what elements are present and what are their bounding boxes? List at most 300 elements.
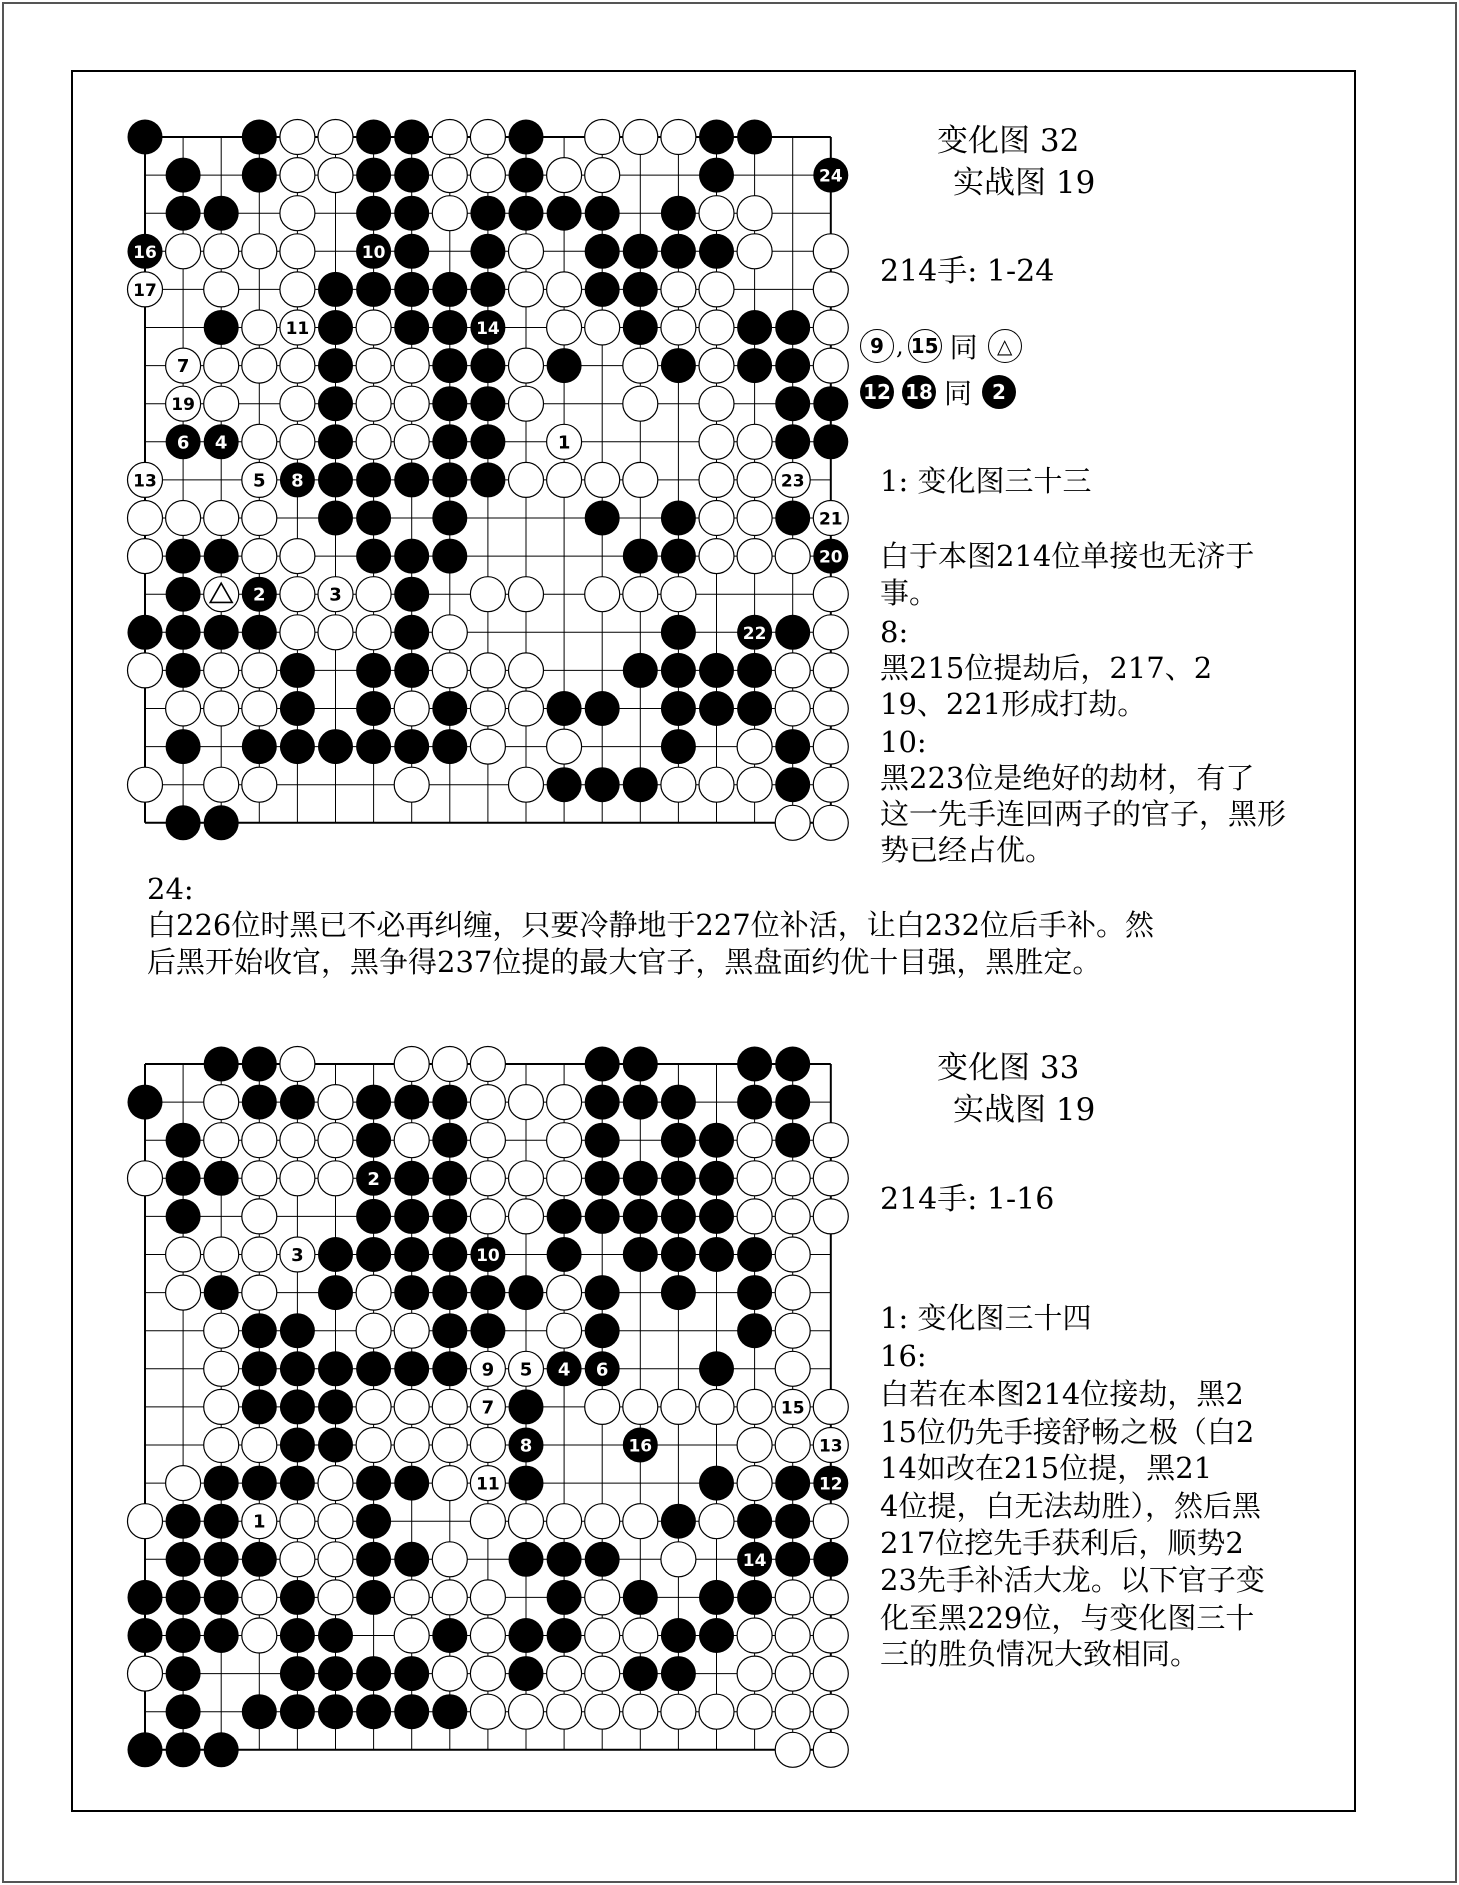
- white-stone: [432, 1466, 467, 1501]
- white-stone: [242, 1580, 277, 1615]
- white-stone: [699, 348, 734, 383]
- white-stone: [166, 1466, 201, 1501]
- white-stone: [585, 1656, 620, 1691]
- white-stone: [813, 1732, 848, 1767]
- white-stone: [242, 234, 277, 269]
- white-stone: [470, 653, 505, 688]
- black-stone: [394, 577, 429, 612]
- move-number-label: 7: [481, 1397, 495, 1419]
- white-stone: [699, 386, 734, 421]
- black-stone: [623, 653, 658, 688]
- white-stone: [280, 272, 315, 307]
- black-stone: [432, 386, 467, 421]
- white-stone: [547, 1313, 582, 1348]
- black-stone: [204, 1542, 239, 1577]
- black-stone: [775, 386, 810, 421]
- white-stone: [775, 1313, 810, 1348]
- move-number-label: 5: [519, 1359, 533, 1381]
- black-stone: [585, 501, 620, 536]
- white-stone: [813, 805, 848, 840]
- black-stone: [661, 1618, 696, 1653]
- black-stone: [318, 1428, 353, 1463]
- black-stone: [432, 1161, 467, 1196]
- white-stone: [242, 501, 277, 536]
- white-stone: [737, 1466, 772, 1501]
- white-stone: [813, 348, 848, 383]
- black-stone: [204, 1161, 239, 1196]
- white-stone: [737, 424, 772, 459]
- diagram-1-note: 8:: [880, 615, 909, 649]
- white-stone: [813, 691, 848, 726]
- move-number-label: 10: [361, 242, 386, 263]
- black-stone: [585, 1199, 620, 1234]
- black-stone: [280, 1389, 315, 1424]
- move-number-label: 12: [818, 1474, 843, 1495]
- white-stone: [509, 691, 544, 726]
- black-stone: [356, 539, 391, 574]
- move-number-label: 21: [818, 509, 843, 530]
- black-stone: [128, 1732, 163, 1767]
- white-stone: [470, 1199, 505, 1234]
- black-stone: [204, 539, 239, 574]
- white-stone: [470, 1123, 505, 1158]
- black-stone: [623, 1237, 658, 1272]
- black-stone: [661, 501, 696, 536]
- black-stone: [166, 158, 201, 193]
- move-number-label: 17: [133, 280, 157, 301]
- white-stone: [737, 1161, 772, 1196]
- legend-same-text: 同: [944, 377, 973, 410]
- black-stone: [394, 272, 429, 307]
- diagram-1-note: 黑215位提劫后，217、2: [880, 651, 1213, 685]
- diagram-2-note: 1: 变化图三十四: [880, 1301, 1092, 1335]
- footer-note: 24:: [147, 872, 194, 906]
- black-stone: [166, 539, 201, 574]
- black-stone: [470, 196, 505, 231]
- black-stone: [623, 1656, 658, 1691]
- white-stone: [356, 348, 391, 383]
- white-stone: [318, 158, 353, 193]
- legend-row-white: [860, 326, 1030, 366]
- black-stone: [318, 729, 353, 764]
- white-stone: [280, 348, 315, 383]
- white-stone: [128, 1161, 163, 1196]
- move-number-label: 15: [780, 1398, 805, 1419]
- diagram-2-note: 23先手补活大龙。以下官子变: [880, 1563, 1265, 1597]
- white-stone: [775, 1428, 810, 1463]
- white-stone: [737, 729, 772, 764]
- black-stone: [394, 1275, 429, 1310]
- black-stone: [775, 729, 810, 764]
- black-stone: [394, 539, 429, 574]
- black-stone: [470, 462, 505, 497]
- black-stone: [775, 1123, 810, 1158]
- white-stone: [813, 1389, 848, 1424]
- move-number-label: 10: [476, 1246, 500, 1266]
- black-stone: [737, 1275, 772, 1310]
- black-stone: [318, 1351, 353, 1386]
- black-stone: [661, 1123, 696, 1158]
- black-stone: [280, 1313, 315, 1348]
- black-stone: [509, 120, 544, 155]
- black-stone: [432, 1123, 467, 1158]
- black-stone: [737, 120, 772, 155]
- white-stone: [242, 1428, 277, 1463]
- white-stone: [394, 348, 429, 383]
- white-stone: [737, 462, 772, 497]
- black-stone: [432, 1237, 467, 1272]
- black-stone: [242, 729, 277, 764]
- black-stone: [813, 1542, 848, 1577]
- white-stone: [623, 577, 658, 612]
- white-stone: [737, 1656, 772, 1691]
- black-stone: [394, 729, 429, 764]
- black-stone: [699, 653, 734, 688]
- black-stone: [166, 196, 201, 231]
- black-stone: [699, 234, 734, 269]
- black-stone: [318, 310, 353, 345]
- white-stone: [813, 272, 848, 307]
- black-stone: [356, 120, 391, 155]
- white-stone: [775, 1580, 810, 1615]
- diagram-1-moves-range: 214手: 1-24: [880, 254, 1055, 289]
- diagram-2-moves-range: 214手: 1-16: [880, 1182, 1055, 1217]
- diagram-2-note: 4位提，白无法劫胜），然后黑: [880, 1489, 1261, 1523]
- black-stone: [623, 1161, 658, 1196]
- white-stone: [204, 653, 239, 688]
- white-stone: [242, 1237, 277, 1272]
- white-stone: [737, 1123, 772, 1158]
- diagram-2-note: 白若在本图214位接劫，黑2: [880, 1377, 1244, 1411]
- black-stone: [242, 1542, 277, 1577]
- white-stone: [661, 767, 696, 802]
- white-stone: [356, 1389, 391, 1424]
- move-number-label: 6: [595, 1359, 609, 1381]
- black-stone: [547, 1199, 582, 1234]
- legend-stone: 18: [902, 375, 936, 409]
- black-stone: [318, 1237, 353, 1272]
- black-stone: [318, 348, 353, 383]
- diagram-2-note: 15位仍先手接舒畅之极（白2: [880, 1415, 1255, 1449]
- white-stone: [623, 1389, 658, 1424]
- black-stone: [623, 310, 658, 345]
- black-stone: [128, 615, 163, 650]
- white-stone: [242, 1161, 277, 1196]
- black-stone: [394, 1466, 429, 1501]
- black-stone: [813, 386, 848, 421]
- white-stone: [394, 1389, 429, 1424]
- black-stone: [242, 615, 277, 650]
- white-stone: [394, 1313, 429, 1348]
- black-stone: [394, 1237, 429, 1272]
- white-stone: [547, 272, 582, 307]
- white-stone: [509, 1161, 544, 1196]
- legend-same-text: 同: [949, 331, 978, 364]
- white-stone: [242, 1123, 277, 1158]
- white-stone: [509, 1694, 544, 1729]
- black-stone: [470, 272, 505, 307]
- black-stone: [661, 1237, 696, 1272]
- black-stone: [432, 691, 467, 726]
- white-stone: [394, 1618, 429, 1653]
- diagram-1-subtitle: 实战图 19: [953, 165, 1096, 201]
- black-stone: [242, 1694, 277, 1729]
- white-stone: [318, 1085, 353, 1120]
- black-stone: [432, 348, 467, 383]
- black-stone: [356, 158, 391, 193]
- white-stone: [204, 1237, 239, 1272]
- black-stone: [737, 1237, 772, 1272]
- black-stone: [318, 501, 353, 536]
- white-stone: [813, 1161, 848, 1196]
- white-stone: [623, 120, 658, 155]
- black-stone: [623, 767, 658, 802]
- move-number-label: 13: [818, 1436, 843, 1457]
- white-stone: [356, 577, 391, 612]
- black-stone: [128, 120, 163, 155]
- white-stone: [128, 1656, 163, 1691]
- black-stone: [280, 1466, 315, 1501]
- black-stone: [509, 1389, 544, 1424]
- black-stone: [775, 348, 810, 383]
- move-number-label: 23: [780, 471, 805, 492]
- black-stone: [242, 158, 277, 193]
- black-stone: [204, 615, 239, 650]
- black-stone: [470, 424, 505, 459]
- move-number-label: 16: [133, 242, 157, 263]
- black-stone: [166, 805, 201, 840]
- move-number-label: 8: [291, 470, 304, 492]
- diagram-1-note: 1: 变化图三十三: [880, 464, 1092, 498]
- white-stone: [661, 120, 696, 155]
- black-stone: [318, 1618, 353, 1653]
- black-stone: [699, 1466, 734, 1501]
- white-stone: [356, 1428, 391, 1463]
- black-stone: [775, 1047, 810, 1082]
- white-stone: [623, 462, 658, 497]
- white-stone: [813, 310, 848, 345]
- black-stone: [356, 1580, 391, 1615]
- white-stone: [470, 1428, 505, 1463]
- go-board-1: [118, 110, 878, 870]
- black-stone: [470, 386, 505, 421]
- move-number-label: 14: [476, 319, 500, 339]
- black-stone: [661, 653, 696, 688]
- black-stone: [432, 1313, 467, 1348]
- white-stone: [356, 615, 391, 650]
- move-number-label: 19: [171, 395, 195, 416]
- black-stone: [356, 729, 391, 764]
- white-stone: [128, 539, 163, 574]
- move-number-label: 5: [253, 470, 266, 492]
- white-stone: [737, 1428, 772, 1463]
- black-stone: [356, 1694, 391, 1729]
- black-stone: [242, 1389, 277, 1424]
- move-number-label: 9: [481, 1359, 495, 1381]
- diagram-1-note: 黑223位是绝好的劫材，有了: [880, 761, 1255, 795]
- black-stone: [547, 767, 582, 802]
- black-stone: [661, 348, 696, 383]
- black-stone: [394, 196, 429, 231]
- white-stone: [280, 424, 315, 459]
- white-stone: [318, 1161, 353, 1196]
- white-stone: [242, 767, 277, 802]
- white-stone: [737, 1694, 772, 1729]
- white-stone: [547, 462, 582, 497]
- black-stone: [166, 1694, 201, 1729]
- black-stone: [470, 348, 505, 383]
- white-stone: [661, 272, 696, 307]
- white-stone: [204, 1085, 239, 1120]
- white-stone: [699, 272, 734, 307]
- black-stone: [394, 1199, 429, 1234]
- white-stone: [623, 386, 658, 421]
- black-stone: [166, 1542, 201, 1577]
- black-stone: [166, 729, 201, 764]
- black-stone: [394, 1542, 429, 1577]
- black-stone: [432, 1199, 467, 1234]
- white-stone: [280, 234, 315, 269]
- white-stone: [470, 1504, 505, 1539]
- black-stone: [204, 1466, 239, 1501]
- black-stone: [737, 310, 772, 345]
- black-stone: [356, 653, 391, 688]
- black-stone: [280, 1351, 315, 1386]
- white-stone: [699, 196, 734, 231]
- black-stone: [775, 424, 810, 459]
- white-stone: [280, 196, 315, 231]
- legend-separator: ,: [896, 332, 904, 360]
- white-stone: [547, 1504, 582, 1539]
- white-stone: [166, 234, 201, 269]
- white-stone: [318, 1504, 353, 1539]
- white-stone: [699, 1694, 734, 1729]
- white-stone: [280, 1047, 315, 1082]
- white-stone: [204, 234, 239, 269]
- black-stone: [699, 1237, 734, 1272]
- white-stone: [280, 120, 315, 155]
- black-stone: [737, 1085, 772, 1120]
- black-stone: [509, 1618, 544, 1653]
- black-stone: [547, 196, 582, 231]
- move-number-label: 3: [329, 584, 342, 606]
- white-stone: [585, 577, 620, 612]
- white-stone: [775, 1199, 810, 1234]
- white-stone: [204, 1389, 239, 1424]
- black-stone: [242, 1466, 277, 1501]
- black-stone: [356, 1351, 391, 1386]
- black-stone: [166, 1580, 201, 1615]
- black-stone: [394, 653, 429, 688]
- black-stone: [661, 196, 696, 231]
- black-stone: [432, 1085, 467, 1120]
- white-stone: [470, 1694, 505, 1729]
- white-stone: [813, 1504, 848, 1539]
- white-stone: [737, 1618, 772, 1653]
- black-stone: [623, 1580, 658, 1615]
- white-stone: [775, 691, 810, 726]
- black-stone: [623, 1047, 658, 1082]
- white-stone: [432, 1428, 467, 1463]
- white-stone: [813, 767, 848, 802]
- white-stone: [204, 1351, 239, 1386]
- white-stone: [813, 1694, 848, 1729]
- legend-ref-stone: △: [988, 329, 1022, 363]
- black-stone: [661, 615, 696, 650]
- white-stone: [547, 1694, 582, 1729]
- white-stone: [813, 615, 848, 650]
- white-stone: [470, 158, 505, 193]
- white-stone: [128, 501, 163, 536]
- black-stone: [318, 1656, 353, 1691]
- diagram-2-title: 变化图 33: [937, 1050, 1080, 1086]
- diagram-1-note: 势已经占优。: [880, 833, 1055, 867]
- black-stone: [394, 1351, 429, 1386]
- black-stone: [432, 424, 467, 459]
- white-stone: [813, 1656, 848, 1691]
- white-stone: [318, 615, 353, 650]
- black-stone: [394, 1161, 429, 1196]
- white-stone: [509, 272, 544, 307]
- black-stone: [775, 1466, 810, 1501]
- white-stone: [166, 1237, 201, 1272]
- white-stone: [204, 1313, 239, 1348]
- black-stone: [394, 615, 429, 650]
- black-stone: [356, 1237, 391, 1272]
- white-stone: [318, 1580, 353, 1615]
- white-stone: [699, 539, 734, 574]
- white-stone: [470, 1580, 505, 1615]
- white-stone: [585, 462, 620, 497]
- black-stone: [242, 1313, 277, 1348]
- move-number-label: 11: [476, 1474, 500, 1495]
- black-stone: [394, 1085, 429, 1120]
- white-stone: [204, 348, 239, 383]
- black-stone: [661, 691, 696, 726]
- white-stone: [318, 1542, 353, 1577]
- black-stone: [470, 234, 505, 269]
- move-number-label: 24: [818, 166, 843, 187]
- white-stone: [470, 691, 505, 726]
- black-stone: [432, 501, 467, 536]
- black-stone: [699, 1618, 734, 1653]
- black-stone: [585, 767, 620, 802]
- white-stone: [585, 158, 620, 193]
- black-stone: [128, 1580, 163, 1615]
- white-stone: [585, 1580, 620, 1615]
- white-stone: [432, 615, 467, 650]
- white-stone: [356, 1313, 391, 1348]
- white-stone: [585, 1694, 620, 1729]
- black-stone: [204, 1047, 239, 1082]
- black-stone: [699, 1123, 734, 1158]
- white-stone: [318, 1123, 353, 1158]
- white-stone: [166, 691, 201, 726]
- black-stone: [585, 1275, 620, 1310]
- move-number-label: 7: [176, 356, 190, 378]
- white-stone: [509, 386, 544, 421]
- black-stone: [394, 120, 429, 155]
- white-stone: [623, 1504, 658, 1539]
- black-stone: [661, 1275, 696, 1310]
- black-stone: [356, 691, 391, 726]
- white-stone: [509, 462, 544, 497]
- move-number-label: 14: [742, 1550, 767, 1571]
- diagram-1-note: 19、221形成打劫。: [880, 687, 1147, 721]
- black-stone: [585, 1047, 620, 1082]
- white-stone: [547, 1123, 582, 1158]
- white-stone: [242, 310, 277, 345]
